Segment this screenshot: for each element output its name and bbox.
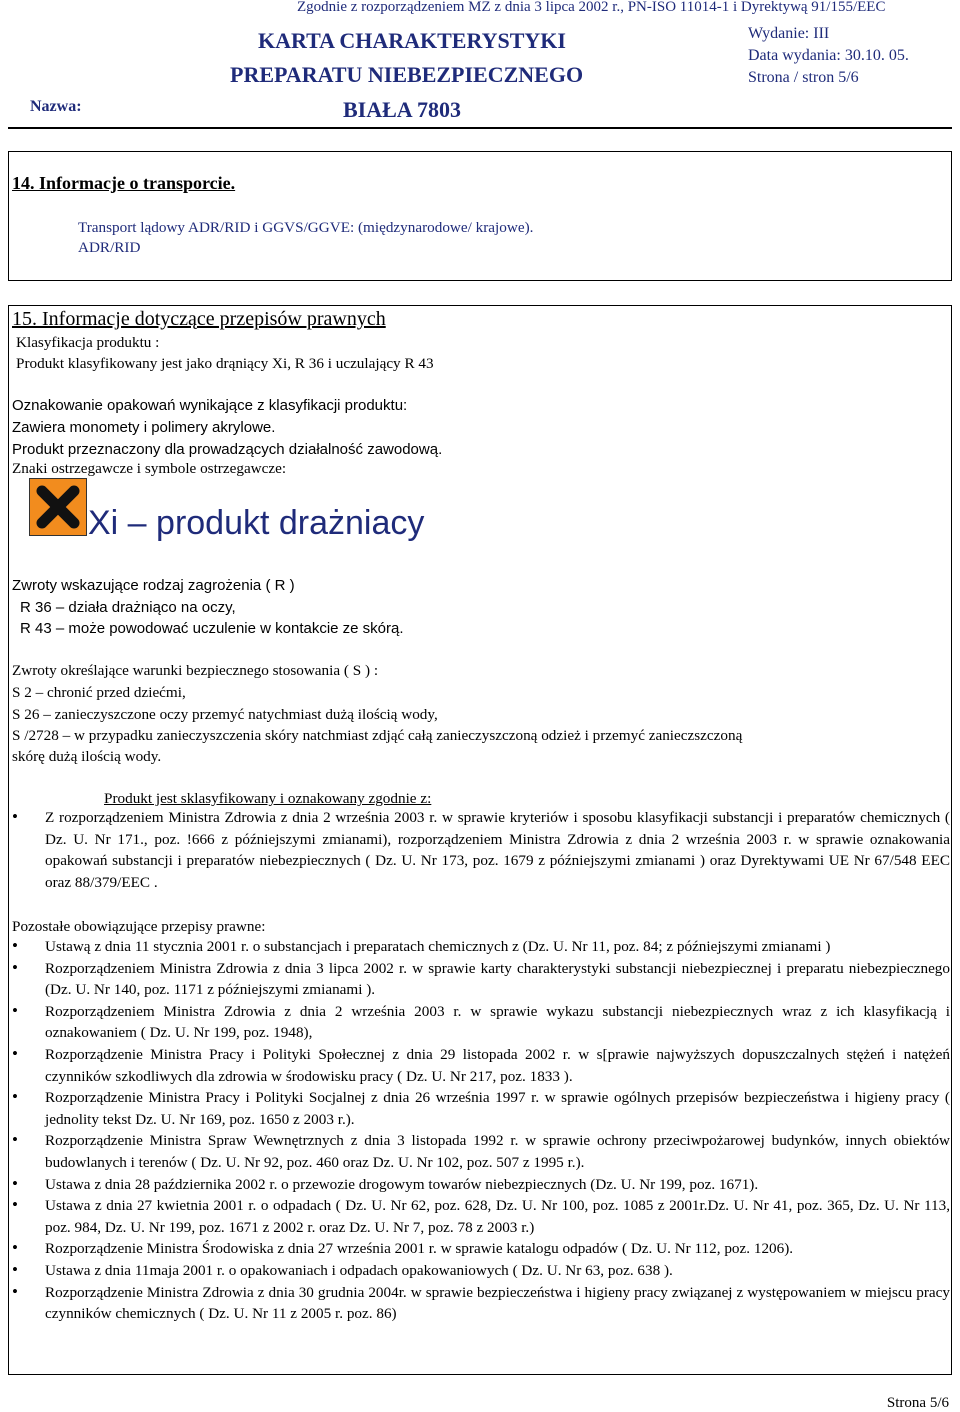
list-item: • Rozporządzenie Ministra Pracy i Polityki Społecznej z dnia 29 listopada 2002 r. w s[prawie najwyższych dopuszczalnych stężeń i natężeń czynników szkodliwych dla zdrowia w środowisku pracy ( Dz. U. Nr 217, poz. 1833 ). xyxy=(12,1044,950,1087)
section-14-box xyxy=(8,151,952,281)
s-phrase-2728-cont: skórę dużą ilością wody. xyxy=(12,748,162,765)
s-phrase-2: S 2 – chronić przed dziećmi, xyxy=(12,684,186,701)
product-name: BIAŁA 7803 xyxy=(343,97,461,122)
other-regs-heading: Pozostałe obowiązujące przepisy prawne: xyxy=(12,918,266,935)
s-phrase-2728: S /2728 – w przypadku zanieczyszczenia skóry natchmiast zdjąć całą zanieczyszczoną odzież i przemyć zanieczszczoną xyxy=(12,727,743,744)
xi-irritant-cross-icon xyxy=(29,478,87,536)
warning-signs-label: Znaki ostrzegawcze i symbole ostrzegawcze: xyxy=(12,460,287,477)
list-item: • Rozporządzenie Ministra Zdrowia z dnia 30 grudnia 2004r. w sprawie bezpieczeństwa i higieny pracy związanej z występowaniem w miejscu pracy czynników chemicznych ( Dz. U. Nr 11 z 2005 r. poz. 86) xyxy=(12,1282,950,1325)
r-phrase-43: R 43 – może powodować uczulenie w kontakcie ze skórą. xyxy=(20,620,404,637)
issue-date: Data wydania: 30.10. 05. xyxy=(748,47,909,64)
regulation-note: Zgodnie z rozporządzeniem MZ z dnia 3 lipca 2002 r., PN-ISO 11014-1 i Dyrektywą 91/155/EEC xyxy=(297,0,886,15)
list-item: • Ustawą z dnia 11 stycznia 2001 r. o substancjach i preparatach chemicznych z (Dz. U. Nr 11, poz. 84; z późniejszymi zmianami ) xyxy=(12,936,950,958)
list-item: • Rozporządzenie Ministra Pracy i Polityki Socjalnej z dnia 26 września 1997 r. w sprawie ogólnych przepisów bezpieczeństwa i higieny pracy ( jednolity tekst Dz. U. Nr 169, poz. 1650 z 2003 r.). xyxy=(12,1087,950,1130)
r-phrases-label: Zwroty wskazujące rodzaj zagrożenia ( R ) xyxy=(12,577,295,594)
section-14-heading: 14. Informacje o transporcie. xyxy=(12,173,236,193)
list-item: • Rozporządzenie Ministra Spraw Wewnętrznych z dnia 3 listopada 1992 r. w sprawie ochrony przeciwpożarowej budynków, innych obiektów budowlanych i terenów ( Dz. U. Nr 92, poz. 460 oraz Dz. U. Nr 102, poz. 507 z 1995 r.). xyxy=(12,1130,950,1173)
classified-heading: Produkt jest sklasyfikowany i oznakowany zgodnie z: xyxy=(104,790,432,807)
cross-glyph xyxy=(30,479,86,535)
list-item: • Rozporządzeniem Ministra Zdrowia z dnia 3 lipca 2002 r. w sprawie karty charakterystyki substancji niebezpiecznej i preparatu niebezpiecznego (Dz. U. Nr 140, poz. 1171 z późniejszymi zmianami ). xyxy=(12,958,950,1001)
list-item: • Rozporządzeniem Ministra Zdrowia z dnia 2 września 2003 r. w sprawie wykazu substancji niebezpiecznych wraz z ich klasyfikacją i oznakowaniem ( Dz. U. Nr 199, poz. 1948), xyxy=(12,1001,950,1044)
header-rule xyxy=(8,127,952,129)
classification-label: Klasyfikacja produktu : xyxy=(16,334,160,351)
page-of: Strona / stron 5/6 xyxy=(748,69,859,86)
professional-use-text: Produkt przeznaczony dla prowadzących działalność zawodową. xyxy=(12,441,443,458)
classified-list xyxy=(12,807,950,893)
transport-line: Transport lądowy ADR/RID i GGVS/GGVE: (międzynarodowe/ krajowe). xyxy=(78,219,534,236)
contains-text: Zawiera monomety i polimery akrylowe. xyxy=(12,419,276,436)
labeling-heading: Oznakowanie opakowań wynikające z klasyfikacji produktu: xyxy=(12,397,408,414)
s-phrase-26: S 26 – zanieczyszczone oczy przemyć natychmiast dużą ilością wody, xyxy=(12,706,438,723)
transport-adr-rid: ADR/RID xyxy=(78,239,141,256)
document-title-line2: PREPARATU NIEBEZPIECZNEGO xyxy=(230,62,584,87)
s-phrases-label: Zwroty określające warunki bezpiecznego stosowania ( S ) : xyxy=(12,662,379,679)
name-label: Nazwa: xyxy=(30,98,82,115)
list-item: • Ustawa z dnia 28 października 2002 r. o przewozie drogowym towarów niebezpiecznych (Dz. U. Nr 199, poz. 1671). xyxy=(12,1174,950,1196)
r-phrase-36: R 36 – działa drażniąco na oczy, xyxy=(20,599,236,616)
hazard-symbol-text: Xi – produkt drażniacy xyxy=(88,504,425,542)
other-regs-list xyxy=(12,936,950,1325)
classification-text: Produkt klasyfikowany jest jako drąniący Xi, R 36 i uczulający R 43 xyxy=(16,355,434,372)
list-item: • Ustawa z dnia 11maja 2001 r. o opakowaniach i odpadach opakowaniowych ( Dz. U. Nr 63, poz. 638 ). xyxy=(12,1260,950,1282)
list-item: • Ustawa z dnia 27 kwietnia 2001 r. o odpadach ( Dz. U. Nr 62, poz. 628, Dz. U. Nr 100, poz. 1085 z 2001r.Dz. U. Nr 41, poz. 365, Dz. U. Nr 113, poz. 984, Dz. U. Nr 199, poz. 1671 z 2002 r. oraz Dz. U. Nr 7, poz. 78 z 2003 r.) xyxy=(12,1195,950,1238)
section-15-heading: 15. Informacje dotyczące przepisów prawnych xyxy=(12,308,386,330)
document-title-line1: KARTA CHARAKTERYSTYKI xyxy=(258,28,566,53)
list-item: • Rozporządzenie Ministra Środowiska z dnia 27 września 2001 r. w sprawie katalogu odpadów ( Dz. U. Nr 112, poz. 1206). xyxy=(12,1238,950,1260)
list-item: • Z rozporządzeniem Ministra Zdrowia z dnia 2 września 2003 r. w sprawie kryteriów i sposobu klasyfikacji substancji i preparatów chemicznych ( Dz. U. Nr 171., poz. !666 z późniejszymi zmianami), rozporządzeniem Ministra Zdrowia z dnia 2 września 2003 r. w sprawie oznakowania opakowań substancji i preparatów niebezpiecznych ( Dz. U. Nr 173, poz. 1679 z późniejszymi zmianami ) oraz Dyrektywami UE Nr 67/548 EEC oraz 88/379/EEC . xyxy=(12,807,950,893)
edition: Wydanie: III xyxy=(748,25,830,42)
page-footer: Strona 5/6 xyxy=(886,1395,949,1411)
